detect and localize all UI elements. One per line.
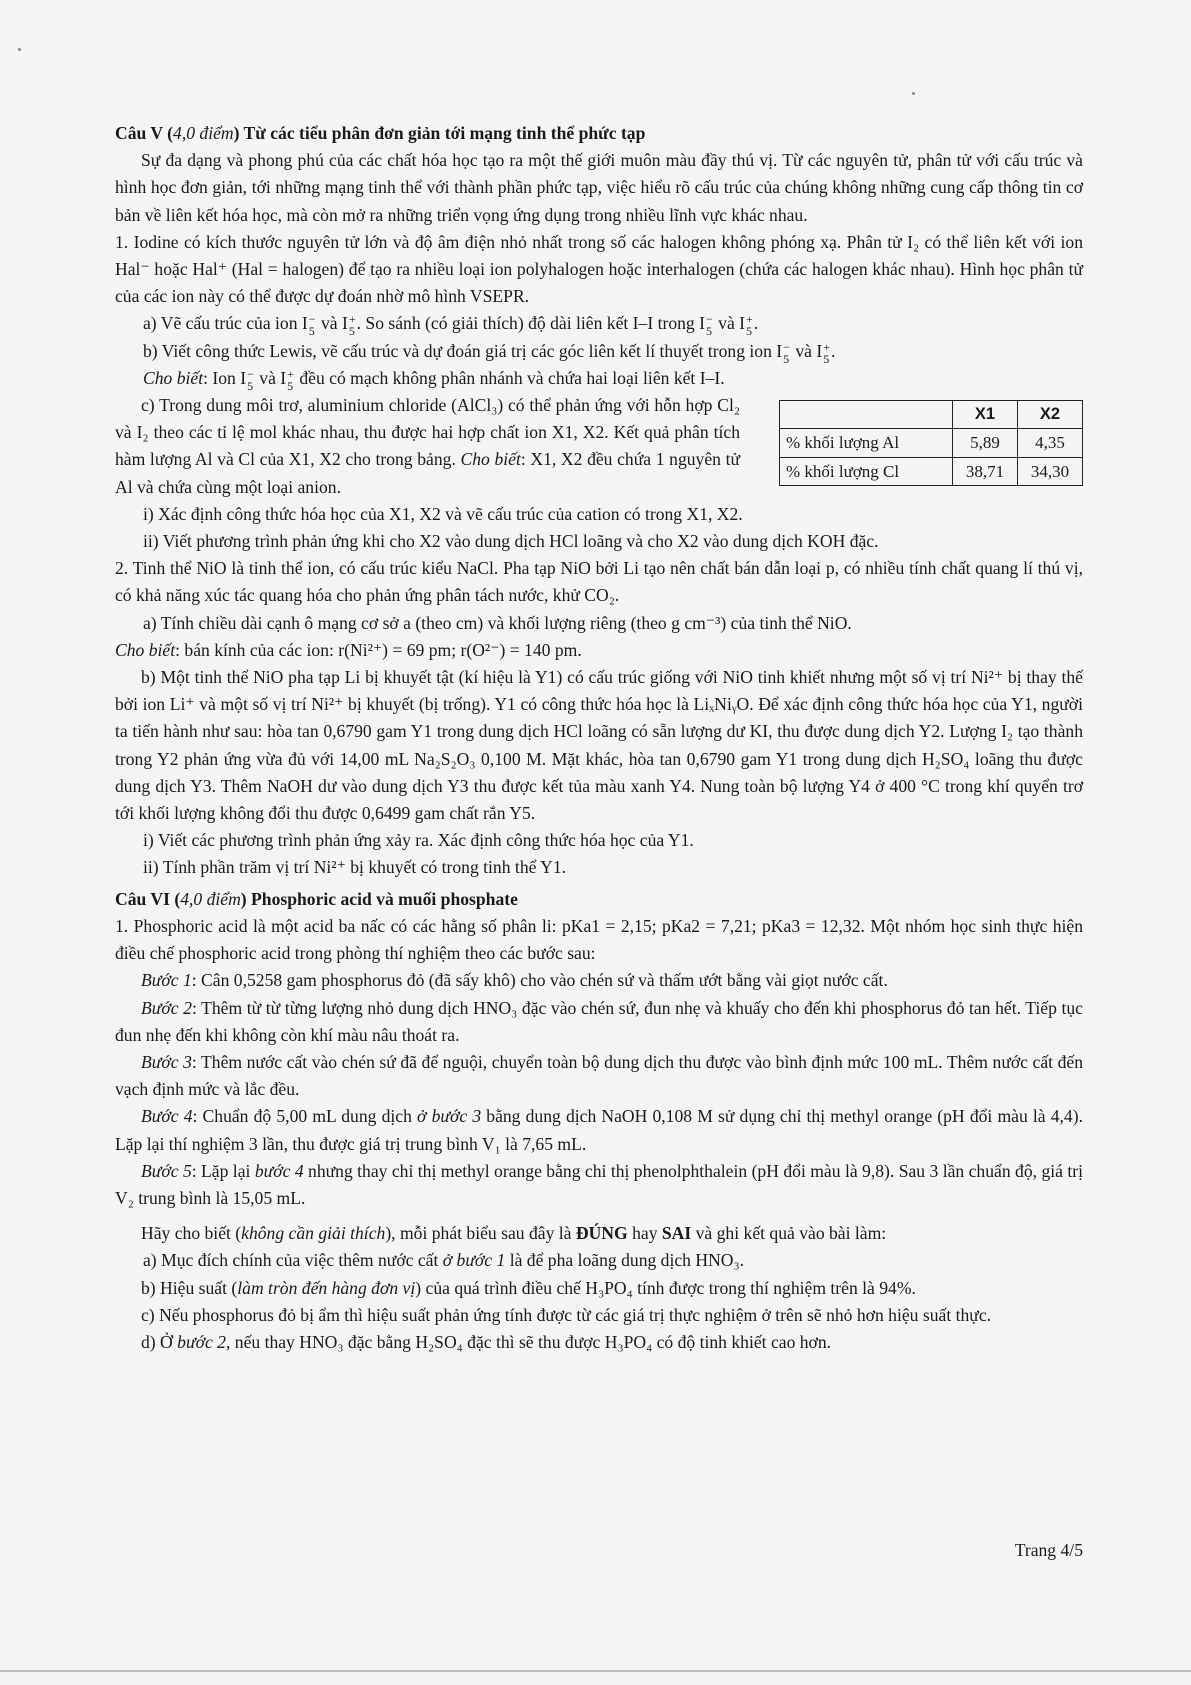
scan-speck	[912, 92, 915, 95]
q6-statement-d: d) Ở bước 2, nếu thay HNO₃ đặc bằng H₂SO₄ đặc thì sẽ thu được H₃PO₄ có độ tinh khiết cao hơn.	[141, 1331, 832, 1352]
scan-bottom-edge	[0, 1670, 1191, 1672]
table-header-row	[780, 401, 1083, 429]
table-row	[780, 457, 1083, 485]
ion-i5-plus: I + 5	[280, 366, 294, 393]
q6-statement-c: c) Nếu phosphorus đỏ bị ẩm thì hiệu suất phản ứng tính được từ các giá trị thực nghiệm ở trên sẽ nhỏ hơn hiệu suất thực.	[141, 1304, 992, 1325]
q5-part2b: b) Một tinh thể NiO pha tạp Li bị khuyết tật (kí hiệu là Y1) có cấu trúc giống với NiO tinh khiết nhưng một số vị trí Ni²⁺ bị thay thế bởi ion Li⁺ và một số vị trí Ni²⁺ bị khuyết (bị trống). Y1 có công thức hóa học là LiₓNiᵧO. Để xác định công thức hóa học của Y1, người ta tiến hành như sau: hòa tan 0,6790 gam Y1 trong dung dịch HCl loãng có sẵn lượng dư KI, thu được dung dịch Y2. Lượng I₂ tạo thành trong Y2 phản ứng vừa đủ với 14,00 mL Na₂S₂O₃ 0,100 M. Mặt khác, hòa tan 0,6790 gam Y1 trong dung dịch H₂SO₄ loãng thu được dung dịch Y3. Thêm NaOH dư vào dung dịch Y3 thu được kết tủa màu xanh Y4. Nung toàn bộ lượng Y4 ở 400 °C trong khí quyển trơ tới khối lượng không đổi thu được 0,6499 gam chất rắn Y5.	[115, 667, 1083, 824]
cell-x1-cl: 38,71	[953, 457, 1018, 485]
q5-part1c-ii: ii) Viết phương trình phản ứng khi cho X2 vào dung dịch HCl loãng và cho X2 vào dung dịch KOH đặc.	[143, 531, 879, 552]
cell-x2-al: 4,35	[1018, 429, 1083, 457]
page-number: Trang 4/5	[1014, 1540, 1083, 1560]
q5-part2a: a) Tính chiều dài cạnh ô mạng cơ sở a (theo cm) và khối lượng riêng (theo g cm⁻³) của tinh thể NiO.	[143, 612, 852, 633]
ion-i5-minus: I − 5	[301, 312, 316, 339]
q5-part1a: a) Vẽ cấu trúc của ion I − 5 và I + 5 . So sánh (có giải thích) độ dài liên kết I–I trong I − 5 và I + 5 .	[143, 312, 759, 339]
row-label: % khối lượng Cl	[780, 457, 953, 485]
q6-part1: 1. Phosphoric acid là một acid ba nấc có các hằng số phân li: pKa1 = 2,15; pKa2 = 7,21; pKa3 = 12,32. Một nhóm học sinh thực hiện điều chế phosphoric acid trong phòng thí nghiệm theo các bước sau:	[115, 915, 1083, 964]
ion-i5-plus: I + 5	[816, 339, 830, 366]
q5-part1-note: Cho biết: Ion I − 5 và I + 5 đều có mạch không phân nhánh và chứa hai loại liên kết I–I.	[143, 366, 725, 393]
question-5-title: Câu V (4,0 điểm) Từ các tiểu phân đơn giản tới mạng tinh thể phức tạp	[115, 123, 646, 143]
row-label: % khối lượng Al	[780, 429, 953, 457]
cell-x2-cl: 34,30	[1018, 457, 1083, 485]
ion-i5-minus: I − 5	[240, 366, 254, 393]
q5-part1: 1. Iodine có kích thước nguyên tử lớn và độ âm điện nhỏ nhất trong số các halogen không phóng xạ. Phân tử I₂ có thể liên kết với ion Hal⁻ hoặc Hal⁺ (Hal = halogen) để tạo ra nhiều loại ion polyhalogen hoặc interhalogen (chứa các halogen khác nhau). Hình học phân tử của các ion này có thể được dự đoán nhờ mô hình VSEPR.	[115, 231, 1083, 307]
ion-i5-minus: I − 5	[776, 339, 790, 366]
ion-i5-plus: I + 5	[739, 312, 753, 339]
q6-instruction: Hãy cho biết (không cần giải thích), mỗi phát biểu sau đây là ĐÚNG hay SAI và ghi kết quả vào bài làm:	[141, 1223, 887, 1244]
q6-statement-a: a) Mục đích chính của việc thêm nước cất ở bước 1 là để pha loãng dung dịch HNO₃.	[143, 1250, 745, 1271]
table-header-x1: X1	[953, 401, 1018, 429]
page-content	[115, 120, 1083, 1356]
q5-part2: 2. Tinh thể NiO là tinh thể ion, có cấu trúc kiểu NaCl. Pha tạp NiO bởi Li tạo nên chất bán dẫn loại p, có nhiều tính chất quang lí thú vị, có khả năng xúc tác quang hóa cho phản ứng phân tách nước, khử CO₂.	[115, 558, 1083, 606]
ion-i5-plus: I + 5	[341, 312, 356, 339]
q5-part2b-i: i) Viết các phương trình phản ứng xảy ra. Xác định công thức hóa học của Y1.	[143, 830, 694, 851]
q6-step4: Bước 4: Chuẩn độ 5,00 mL dung dịch ở bước 3 bằng dung dịch NaOH 0,108 M sử dụng chỉ thị methyl orange (pH đổi màu là 4,4). Lặp lại thí nghiệm 3 lần, thu được giá trị trung bình V₁ là 7,65 mL.	[115, 1106, 1083, 1154]
table-header-x2: X2	[1018, 401, 1083, 429]
q5-part1c-block	[115, 392, 1083, 501]
q6-step3: Bước 3: Thêm nước cất vào chén sứ đã để nguội, chuyển toàn bộ dung dịch thu được vào bình định mức 100 mL. Thêm nước cất đến vạch định mức và lắc đều.	[115, 1051, 1083, 1100]
q5-part1b: b) Viết công thức Lewis, vẽ cấu trúc và dự đoán giá trị các góc liên kết lí thuyết trong ion I − 5 và I + 5 .	[143, 339, 836, 366]
table-row	[780, 429, 1083, 457]
q6-statement-b: b) Hiệu suất (làm tròn đến hàng đơn vị) của quá trình điều chế H₃PO₄ tính được trong thí nghiệm trên là 94%.	[141, 1277, 916, 1298]
q5-part2a-note: Cho biết: bán kính của các ion: r(Ni²⁺) = 69 pm; r(O²⁻) = 140 pm.	[115, 639, 582, 660]
question-5-intro: Sự đa dạng và phong phú của các chất hóa học tạo ra một thế giới muôn màu đầy thú vị. Từ các nguyên tử, phân tử với cấu trúc và hình học đơn giản, tới những mạng tinh thể với thành phần phức tạp, việc hiểu rõ cấu trúc của chúng không những cung cấp thông tin cơ bản về liên kết hóa học, mà còn mở ra những triển vọng ứng dụng trong nhiều lĩnh vực khác nhau.	[115, 150, 1083, 225]
question-6-title: Câu VI (4,0 điểm) Phosphoric acid và muối phosphate	[115, 888, 518, 909]
q6-step2: Bước 2: Thêm từ từ từng lượng nhỏ dung dịch HNO₃ đặc vào chén sứ, đun nhẹ và khuấy cho đến khi phosphorus đỏ tan hết. Tiếp tục đun nhẹ đến khi không còn khí màu nâu thoát ra.	[115, 997, 1083, 1045]
ion-i5-minus: I − 5	[699, 312, 713, 339]
cell-x1-al: 5,89	[953, 429, 1018, 457]
q5-part2b-ii: ii) Tính phần trăm vị trí Ni²⁺ bị khuyết có trong tinh thể Y1.	[143, 857, 567, 878]
table-corner-cell	[780, 401, 953, 429]
q5-part1c-i: i) Xác định công thức hóa học của X1, X2 và vẽ cấu trúc của cation có trong X1, X2.	[143, 503, 743, 524]
scan-speck	[18, 48, 21, 51]
q6-step1: Bước 1: Cân 0,5258 gam phosphorus đỏ (đã sấy khô) cho vào chén sứ và thấm ướt bằng vài giọt nước cất.	[141, 970, 888, 991]
q6-step5: Bước 5: Lặp lại bước 4 nhưng thay chỉ thị methyl orange bằng chỉ thị phenolphthalein (pH đổi màu là 9,8). Sau 3 lần chuẩn độ, giá trị V₂ trung bình là 15,05 mL.	[115, 1160, 1083, 1208]
q5-part1c: c) Trong dung môi trơ, aluminium chloride (AlCl₃) có thể phản ứng với hỗn hợp Cl₂ và I₂ theo các tỉ lệ mol khác nhau, thu được hai hợp chất ion X1, X2. Kết quả phân tích hàm lượng Al và Cl của X1, X2 cho trong bảng. Cho biết: X1, X2 đều chứa 1 nguyên tử Al và chứa cùng một loại anion.	[115, 395, 741, 497]
composition-table	[779, 400, 1083, 486]
